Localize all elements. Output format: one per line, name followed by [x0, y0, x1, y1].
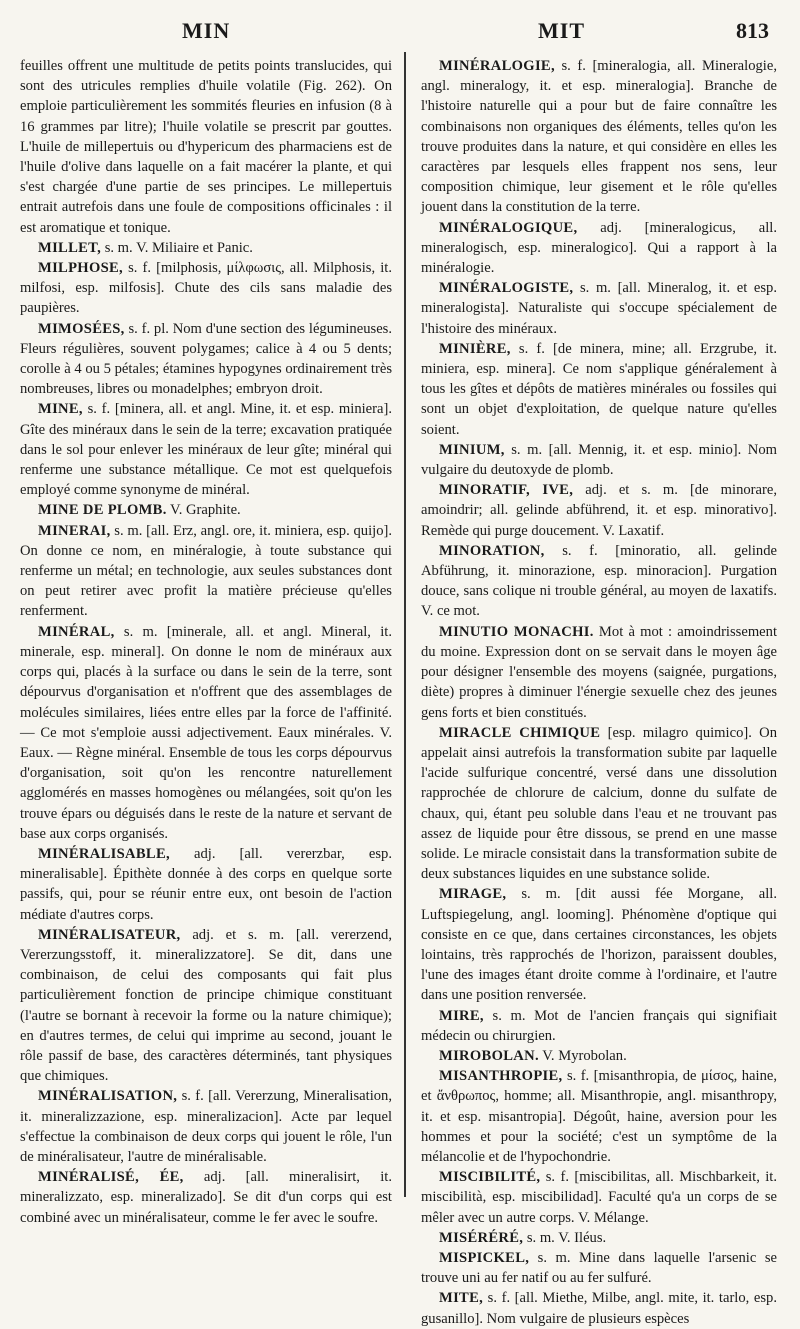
column-divider [404, 52, 406, 1197]
headword: MILPHOSE, [38, 260, 124, 277]
dictionary-entry: MIRE, s. m. Mot de l'ancien français qui signifiait médecin ou chirurgien. [421, 1007, 777, 1044]
dictionary-entry: MINÉRALISABLE, adj. [all. vererzbar, esp. mineralisable]. Épithète donnée à des corps en quelque sorte passifs, qui, pour se réunir entre eux, ont besoin de l'action médiate d'autres corps. [20, 845, 392, 923]
headword: MISPICKEL, [439, 1249, 530, 1266]
page-number: 813 [736, 18, 769, 43]
dictionary-entry: MINIUM, s. m. [all. Mennig, it. et esp. minio]. Nom vulgaire du deutoxyde de plomb. [421, 441, 777, 479]
running-head-right: MIT [538, 18, 585, 43]
headword: MISÉRÉRÉ, [439, 1229, 524, 1246]
headword: MILLET, [38, 239, 102, 256]
running-head-left: MIN [182, 18, 231, 43]
headword: MINUTIO MONACHI. [439, 623, 594, 640]
dictionary-entry: MINÉRALOGIE, s. f. [mineralogia, all. Mineralogie, angl. mineralogy, it. et esp. mineralogia]. Branche de l'histoire naturelle qui a pour but de faire connaître les combinaisons non organiques des éléments, telles qu'on les trouve produites dans la nature, et qui considère en elles les caractères par lesquels elles frappent nos sens, leur composition chimique, leur gisement et le rôle qu'elles jouent dans la constitution de la terre. [421, 58, 777, 216]
headword: MINÉRALISATEUR, [38, 926, 181, 943]
dictionary-entry: MINÉRALOGISTE, s. m. [all. Mineralog, it. et esp. mineralogista]. Naturaliste qui s'occupe spécialement de l'histoire des minéraux. [421, 280, 777, 337]
headword: MINE, [38, 401, 83, 418]
dictionary-entry: MINIÈRE, s. f. [de minera, mine; all. Erzgrube, it. miniera, esp. minera]. Ce nom s'applique généralement à tous les gîtes et dépôts de matières minérales ou fossiles qui sont un objet d'exploitation, de quelque nature qu'elles soient. [421, 340, 777, 438]
headword: MINORATIF, IVE, [439, 482, 574, 499]
dictionary-entry: MISÉRÉRÉ, s. m. V. Iléus. [439, 1229, 607, 1246]
dictionary-entry: MILPHOSE, s. f. [milphosis, μίλφωσις, all. Milphosis, it. milfosi, esp. milfosis]. Chute des cils sans maladie des paupières. [20, 260, 392, 317]
headword: MINORATION, [439, 542, 545, 559]
dictionary-entry: MIMOSÉES, s. f. pl. Nom d'une section des légumineuses. Fleurs régulières, souvent polygames; calice à 4 ou 5 dents; corolle à 4 ou 5 pétales; étamines hypogynes ordinairement très nombreuses, libres ou monadelphes; embryon droit. [20, 320, 392, 398]
right-column [421, 56, 777, 1329]
dictionary-entry: MINERAI, s. m. [all. Erz, angl. ore, it. miniera, esp. quijo]. On donne ce nom, en minéralogie, à toute substance qui renferme un métal; en technologie, aux seules substances dont on peut retirer avec profit la matière précieuse qu'elles renferment. [20, 522, 392, 620]
headword: MINÉRALISATION, [38, 1088, 178, 1105]
dictionary-entry: MISANTHROPIE, s. f. [misanthropia, de μίσος, haine, et ἄνθρωπος, homme; all. Misanthropie, angl. misanthropy, it. et esp. misantropia]. Dégoût, haine, aversion pour les hommes et pour la société; c'est un symptôme de la mélancolie et de l'hypochondrie. [421, 1068, 777, 1165]
dictionary-entry: MIROBOLAN. V. Myrobolan. [439, 1047, 627, 1064]
headword: MINÉRALOGISTE, [439, 280, 574, 297]
dictionary-entry: MINÉRALISATEUR, adj. et s. m. [all. vererzend, Vererzungsstoff, it. mineralizzatore]. Se dit, dans une combinaison, de celui des composants qui fait plus particulièrement fonction de principe chimique constituant (l'autre se bornant à recevoir la forme ou la nature chimique); en d'autres termes, de celui qui imprime au second, jouant le rôle passif de base, des caractères déterminés, tant physiques que chimiques. [20, 926, 392, 1085]
dictionary-entry: MINÉRALISÉ, ÉE, adj. [all. mineralisirt, it. mineralizzato, esp. mineralizado]. Se dit d'un corps qui est combiné avec un minéralisateur, comme le fer avec le soufre. [20, 1169, 392, 1226]
headword: MISANTHROPIE, [439, 1068, 563, 1085]
headword: MISCIBILITÉ, [439, 1169, 541, 1186]
left-column [20, 56, 392, 1228]
dictionary-entry: MITE, s. f. [all. Miethe, Milbe, angl. mite, it. tarlo, esp. gusanillo]. Nom vulgaire de plusieurs espèces [421, 1290, 777, 1327]
dictionary-entry: MILLET, s. m. V. Miliaire et Panic. [38, 239, 253, 256]
dictionary-entry: MINÉRALISATION, s. f. [all. Vererzung, Mineralisation, it. mineralizzazione, esp. mineralizacion]. Acte par lequel s'effectue la combinaison de deux corps qui jouent le rôle, l'un de minéralisateur, l'autre de minéralisable. [20, 1088, 392, 1165]
dictionary-entry: MINÉRAL, s. m. [minerale, all. et angl. Mineral, it. minerale, esp. mineral]. On donne le nom de minéraux aux corps qui, placés à la surface ou dans le sein de la terre, sont dépourvus d'organisation et n'offrent que des assemblages de molécules similaires, liées entre elles par la force de l'affinité. — Ce mot s'emploie aussi adjectivement. Eaux minérales. V. Eaux. — Règne minéral. Ensemble de tous les corps dépourvus d'organisation, soit qu'on les rencontre naturellement agglomérés en masses homogènes ou mélangées, soit qu'on les trouve épars ou déguisés dans le reste de la nature et servant de base aux corps organisés. [20, 623, 392, 842]
dictionary-entry: MISPICKEL, s. m. Mine dans laquelle l'arsenic se trouve uni au fer natif ou au fer sulfuré. [421, 1249, 777, 1287]
dictionary-entry: MINE DE PLOMB. V. Graphite. [38, 502, 241, 519]
page-header [0, 18, 800, 58]
headword: MITE, [439, 1290, 484, 1307]
headword: MIMOSÉES, [38, 320, 125, 337]
headword: MIRACLE CHIMIQUE [439, 724, 601, 741]
headword: MINÉRALISABLE, [38, 845, 170, 862]
dictionary-entry: feuilles offrent une multitude de petits points translucides, qui sont des utricules remplies d'huile volatile (Fig. 262). On emploie particulièrement les sommités fleuries en infusion (8 à 16 grammes par litre); l'huile volatile se prescrit par gouttes. L'huile de millepertuis ou d'hypericum des pharmaciens est de l'huile d'olive dans laquelle on a fait macérer la plante, et qui s'est chargée d'une partie de ses principes. Le millepertuis entrait autrefois dans une foule de compositions officinales : il est aromatique et tonique. [20, 58, 392, 236]
headword: MINÉRALOGIQUE, [439, 219, 578, 236]
headword: MINIÈRE, [439, 340, 511, 357]
headword: MINE DE PLOMB. [38, 502, 167, 519]
dictionary-entry: MINORATION, s. f. [minoratio, all. gelinde Abführung, it. minorazione, esp. minoracion]. Purgation douce, sans colique ni trouble général, au moyen de laxatifs. V. ce mot. [421, 542, 777, 620]
headword: MIRAGE, [439, 886, 507, 903]
headword: MINÉRALOGIE, [439, 58, 555, 74]
headword: MIRE, [439, 1007, 484, 1024]
dictionary-entry: MINUTIO MONACHI. Mot à mot : amoindrissement du moine. Expression dont on se servait dans le moyen âge pour désigner l'ensemble des moyens (saignée, purgations, diète) propres à diminuer l'énergie sexuelle chez des jeunes gens forts et bien constitués. [421, 623, 778, 721]
dictionary-entry: MINORATIF, IVE, adj. et s. m. [de minorare, amoindrir; all. gelinde abführend, it. et esp. minorativo]. Remède qui purge doucement. V. Laxatif. [421, 482, 777, 539]
headword: MINIUM, [439, 441, 505, 458]
headword: MINÉRALISÉ, ÉE, [38, 1169, 184, 1186]
headword: MIROBOLAN. [439, 1047, 539, 1064]
headword: MINÉRAL, [38, 623, 115, 640]
dictionary-entry: MIRAGE, s. m. [dit aussi fée Morgane, all. Luftspiegelung, angl. looming]. Phénomène d'optique qui consiste en ce que, dans certaines circonstances, les objets lointains, très rapprochés de l'horizon, paraissent doubles, l'une des images étant droite comme à l'ordinaire, et l'autre dans une position renversée. [421, 886, 777, 1004]
dictionary-entry: MINÉRALOGIQUE, adj. [mineralogicus, all. mineralogisch, esp. mineralogico]. Qui a rapport à la minéralogie. [421, 219, 777, 277]
dictionary-entry: MIRACLE CHIMIQUE [esp. milagro quimico]. On appelait ainsi autrefois la transformation subite par laquelle l'acide sulfurique concentré, versé dans une dissolution rapprochée de chlorure de calcium, donne du sulfate de chaux, qui, étant peu soluble dans l'eau et ne trouvant pas assez de liquide pour être dissous, se prend en une masse solide. Le miracle consistait dans la transformation subite de deux substances liquides en une substance solide. [421, 724, 778, 883]
headword: MINERAI, [38, 522, 111, 539]
dictionary-entry: MINE, s. f. [minera, all. et angl. Mine, it. et esp. miniera]. Gîte des minéraux dans le sein de la terre; excavation pratiquée dans le sol pour enlever les minéraux de leur gîte; minéral qui renferme une substance métallique. Ce mot est quelquefois employé comme synonyme de minéral. [20, 401, 392, 499]
dictionary-entry: MISCIBILITÉ, s. f. [miscibilitas, all. Mischbarkeit, it. miscibilità, esp. miscibilidad]. Faculté qu'a un corps de se mêler avec un autre corps. V. Mélange. [421, 1169, 777, 1226]
